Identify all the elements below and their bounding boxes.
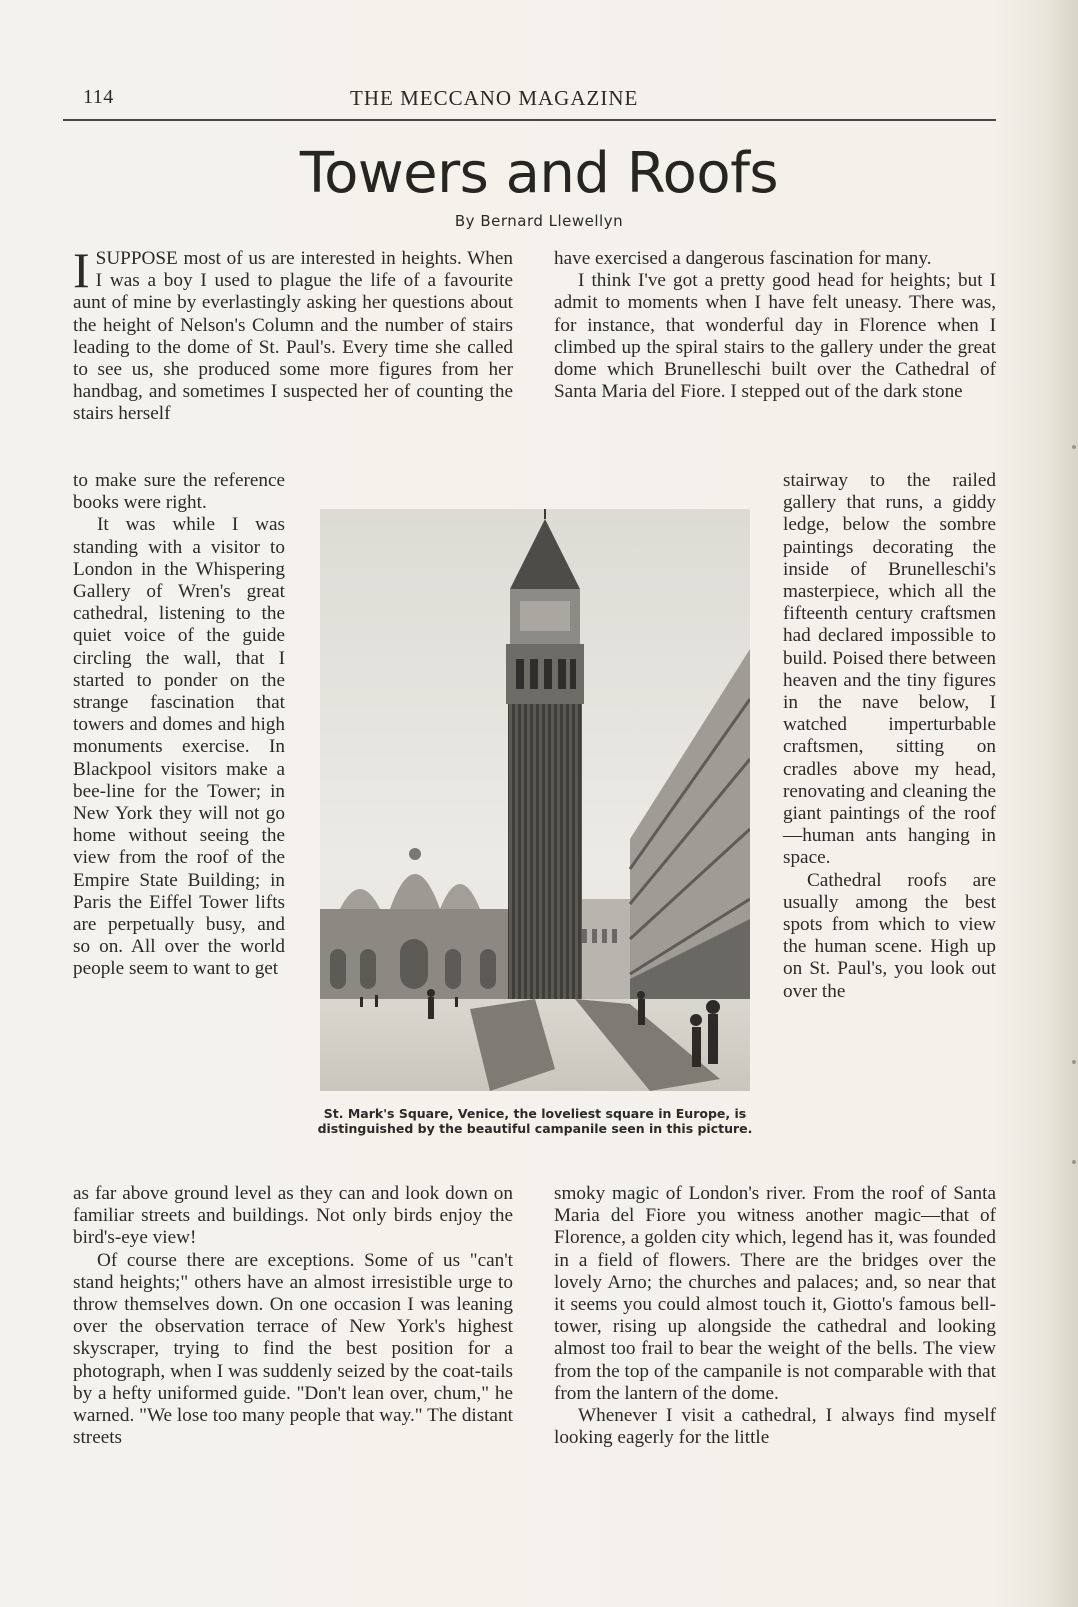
right-column-narrow — [783, 470, 996, 1003]
page-edge-mark — [1072, 445, 1076, 449]
paragraph-text: Whenever I visit a cathedral, I always find myself looking eagerly for the little — [554, 1405, 996, 1449]
paragraph-text: stairway to the railed gallery that runs, a giddy ledge, below the sombre paintings decorating the inside of Brunelleschi's masterpiece, which all the fifteenth century craftsmen had declared impossible to build. Poised there between heaven and the tiny figures in the nave below, I watched imperturbable craftsmen, sitting on cradles above my head, renovating and cleaning the giant paintings of the roof—human ants hanging in space. — [783, 470, 996, 869]
article-title: Towers and Roofs — [299, 141, 779, 206]
running-head: THE MECCANO MAGAZINE — [350, 86, 639, 110]
photo-caption: St. Mark's Square, Venice, the loveliest square in Europe, is distinguished by the beautiful campanile seen in this picture. — [317, 1106, 753, 1136]
right-column-bottom — [554, 1183, 996, 1449]
paragraph-text: It was while I was standing with a visitor to London in the Whispering Gallery of Wren's great cathedral, listening to the quiet voice of the guide circling the wall, that I started to ponder on the strange fascination that towers and domes and high monuments exercise. In Blackpool visitors make a bee-line for the Tower; in New York they will not go home without seeing the view from the roof of the Empire State Building; in Paris the Eiffel Tower lifts are perpetually busy, and so on. All over the world people seem to want to get — [73, 514, 285, 980]
opening-paragraph — [73, 242, 513, 426]
venice-photograph — [320, 509, 750, 1091]
page-edge-mark — [1072, 1160, 1076, 1164]
opening-text: SUPPOSE most of us are interested in heights. When I was a boy I used to plague the life of a favourite aunt of mine by everlastingly asking her questions about the height of Nelson's Column and the number of stairs leading to the dome of St. Paul's. Every time she called to see us, she produced some more figures from her handbag, and sometimes I suspected her of counting the stairs herself — [73, 248, 513, 425]
page-edge-mark — [1072, 1060, 1076, 1064]
paragraph-text: have exercised a dangerous fascination for many. — [554, 248, 932, 269]
left-column-bottom — [73, 1183, 513, 1449]
paragraph-text: smoky magic of London's river. From the roof of Santa Maria del Fiore you witness another magic—that of Florence, a golden city which, legend has it, was founded in a field of flowers. There are the bridges over the lovely Arno; the churches and palaces; and, so near that it seems you could almost touch it, Giotto's famous bell-tower, rising up alongside the cathedral and looking almost too frail to bear the weight of the bells. The view from the top of the campanile is not comparable with that from the lantern of the dome. — [554, 1183, 996, 1404]
paragraph-text: to make sure the reference books were right. — [73, 470, 285, 514]
drop-cap: I — [73, 242, 90, 298]
left-column-top — [73, 242, 513, 426]
header-rule — [63, 119, 996, 121]
paragraph-text: I think I've got a pretty good head for heights; but I admit to moments when I have felt uneasy. There was, for instance, that wonderful day in Florence when I climbed up the spiral stairs to the gallery under the great dome which Brunelleschi built over the Cathedral of Santa Maria del Fiore. I stepped out of the dark stone — [554, 270, 996, 403]
paragraph-text: Of course there are exceptions. Some of us "can't stand heights;" others have an almost irresistible urge to throw themselves down. On one occasion I was leaning over the observation terrace of New York's highest skyscraper, trying to find the best position for a photograph, when I was suddenly seized by the coat-tails by a hefty uniformed guide. "Don't lean over, chum," he warned. "We lose too many people that way." The distant streets — [73, 1249, 513, 1449]
left-column-narrow — [73, 470, 285, 981]
page-number: 114 — [83, 86, 114, 108]
paragraph-text: as far above ground level as they can and look down on familiar streets and buildings. Not only birds enjoy the bird's-eye view! — [73, 1183, 513, 1249]
article-byline: By Bernard Llewellyn — [454, 212, 624, 230]
right-column-top — [554, 248, 996, 403]
campanile-illustration — [320, 509, 750, 1091]
paragraph-text: Cathedral roofs are usually among the best spots from which to view the human scene. High up on St. Paul's, you look out over the — [783, 869, 996, 1002]
